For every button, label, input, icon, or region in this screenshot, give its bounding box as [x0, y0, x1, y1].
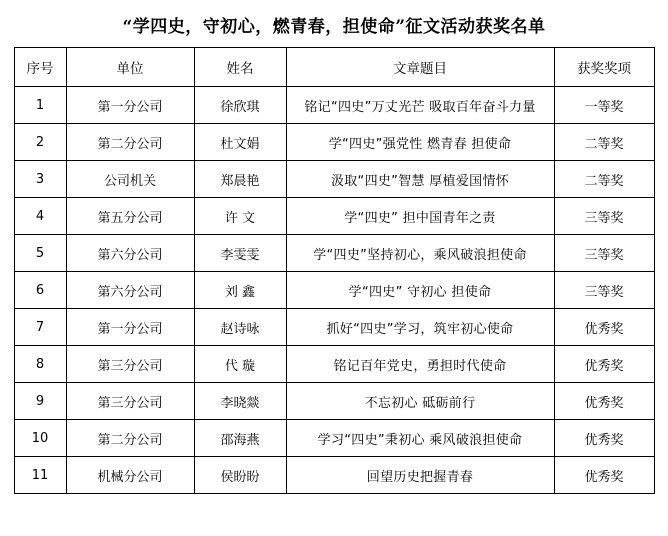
cell-unit: 第一分公司: [66, 87, 194, 124]
cell-unit: 公司机关: [66, 161, 194, 198]
column-header-award: 获奖奖项: [554, 48, 654, 87]
cell-name: 许 文: [194, 198, 286, 235]
cell-unit: 第二分公司: [66, 124, 194, 161]
cell-article-title: 学“四史”强党性 燃青春 担使命: [286, 124, 554, 161]
table-row: [14, 457, 654, 494]
column-header-unit: 单位: [66, 48, 194, 87]
cell-article-title: 学“四史” 守初心 担使命: [286, 272, 554, 309]
cell-unit: 第三分公司: [66, 346, 194, 383]
table-row: [14, 420, 654, 457]
cell-name: 徐欣琪: [194, 87, 286, 124]
cell-index: 10: [14, 420, 66, 457]
cell-index: 11: [14, 457, 66, 494]
cell-name: 代 璇: [194, 346, 286, 383]
cell-name: 侯盼盼: [194, 457, 286, 494]
cell-unit: 第五分公司: [66, 198, 194, 235]
table-row: [14, 235, 654, 272]
cell-unit: 第一分公司: [66, 309, 194, 346]
cell-index: 2: [14, 124, 66, 161]
cell-index: 1: [14, 87, 66, 124]
cell-unit: 第六分公司: [66, 272, 194, 309]
cell-award: 优秀奖: [554, 309, 654, 346]
cell-article-title: 学习“四史”秉初心 乘风破浪担使命: [286, 420, 554, 457]
cell-name: 赵诗咏: [194, 309, 286, 346]
cell-award: 二等奖: [554, 161, 654, 198]
cell-article-title: 抓好“四史”学习，筑牢初心使命: [286, 309, 554, 346]
cell-index: 7: [14, 309, 66, 346]
table-row: [14, 198, 654, 235]
cell-index: 9: [14, 383, 66, 420]
cell-award: 一等奖: [554, 87, 654, 124]
cell-unit: 机械分公司: [66, 457, 194, 494]
table-row: [14, 272, 654, 309]
cell-article-title: 学“四史” 担中国青年之责: [286, 198, 554, 235]
table-row: [14, 161, 654, 198]
column-header-article-title: 文章题目: [286, 48, 554, 87]
cell-name: 杜文娟: [194, 124, 286, 161]
cell-article-title: 不忘初心 砥砺前行: [286, 383, 554, 420]
cell-name: 郑晨艳: [194, 161, 286, 198]
cell-index: 5: [14, 235, 66, 272]
cell-award: 二等奖: [554, 124, 654, 161]
award-list-table: [14, 47, 655, 494]
cell-name: 刘 鑫: [194, 272, 286, 309]
cell-award: 优秀奖: [554, 457, 654, 494]
column-header-name: 姓名: [194, 48, 286, 87]
cell-award: 三等奖: [554, 272, 654, 309]
cell-index: 6: [14, 272, 66, 309]
cell-award: 三等奖: [554, 235, 654, 272]
cell-name: 李晓燚: [194, 383, 286, 420]
cell-unit: 第三分公司: [66, 383, 194, 420]
cell-award: 优秀奖: [554, 383, 654, 420]
table-row: [14, 309, 654, 346]
table-header-row: [14, 48, 654, 87]
cell-name: 李雯雯: [194, 235, 286, 272]
cell-article-title: 汲取“四史”智慧 厚植爱国情怀: [286, 161, 554, 198]
cell-unit: 第六分公司: [66, 235, 194, 272]
cell-index: 8: [14, 346, 66, 383]
cell-article-title: 学“四史”坚持初心，乘风破浪担使命: [286, 235, 554, 272]
column-header-index: 序号: [14, 48, 66, 87]
cell-index: 3: [14, 161, 66, 198]
cell-article-title: 铭记百年党史，勇担时代使命: [286, 346, 554, 383]
table-row: [14, 124, 654, 161]
table-row: [14, 383, 654, 420]
table-row: [14, 346, 654, 383]
cell-award: 优秀奖: [554, 420, 654, 457]
cell-name: 邵海燕: [194, 420, 286, 457]
cell-award: 优秀奖: [554, 346, 654, 383]
cell-article-title: 回望历史把握青春: [286, 457, 554, 494]
table-row: [14, 87, 654, 124]
cell-award: 三等奖: [554, 198, 654, 235]
cell-unit: 第二分公司: [66, 420, 194, 457]
cell-article-title: 铭记“四史”万丈光芒 吸取百年奋斗力量: [286, 87, 554, 124]
cell-index: 4: [14, 198, 66, 235]
page-title: “学四史，守初心，燃青春，担使命”征文活动获奖名单: [122, 17, 546, 37]
